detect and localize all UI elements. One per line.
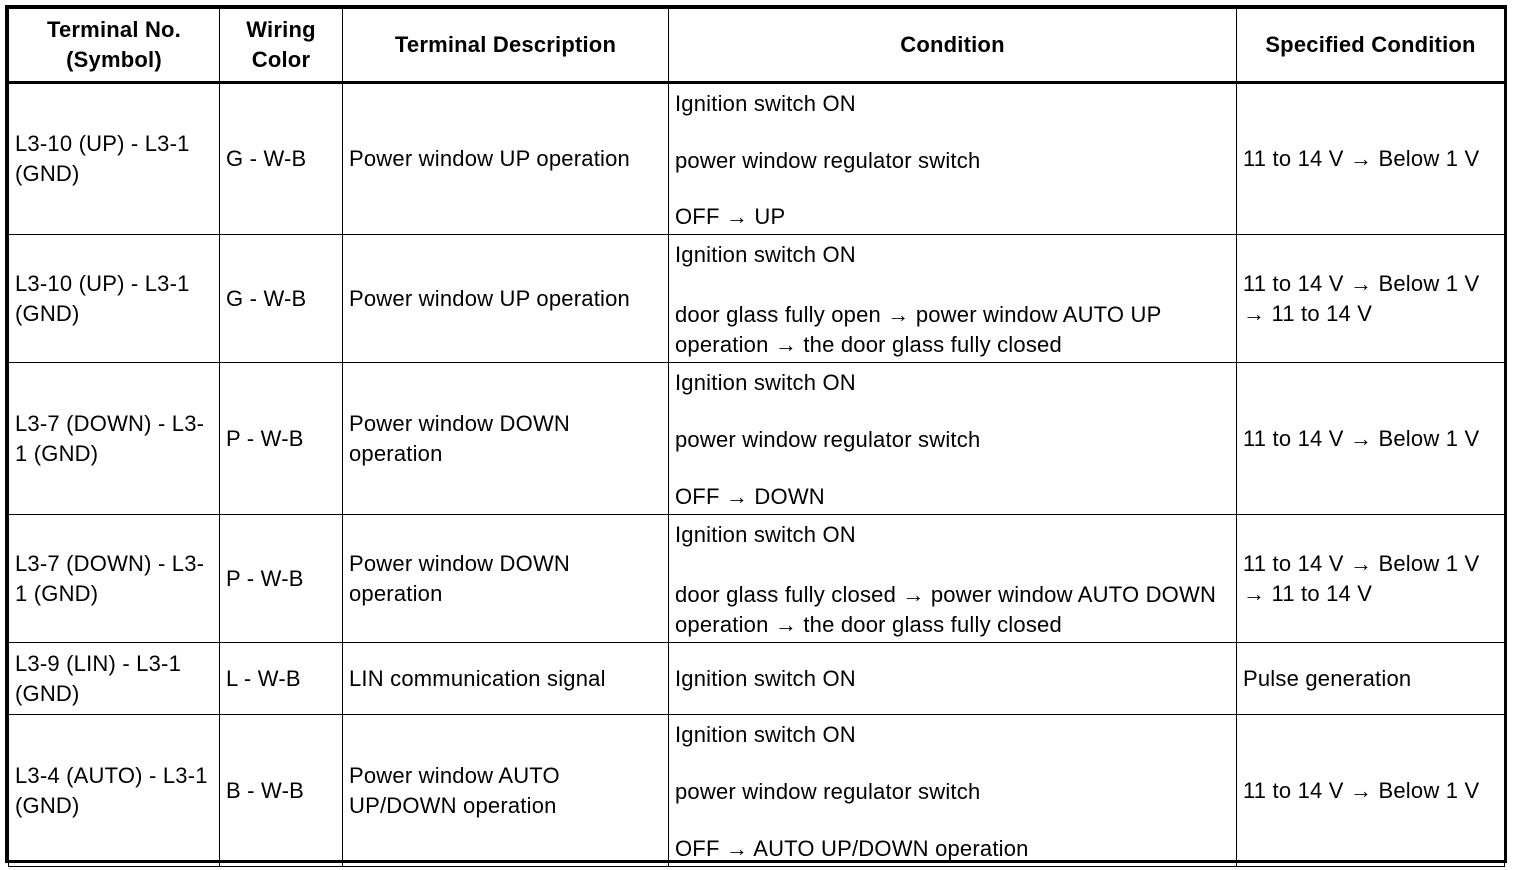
specified-condition-cell: 11 to 14 V → Below 1 V — [1237, 363, 1505, 515]
terminal-cell: L3-7 (DOWN) - L3-1 (GND) — [9, 363, 220, 515]
terminal-inspection-table — [8, 8, 1505, 867]
wiring-color-cell: P - W-B — [220, 515, 343, 643]
condition-lines — [669, 84, 1236, 234]
condition-line: Ignition switch ON — [675, 91, 856, 116]
table-row — [9, 643, 1505, 715]
header-wiring-color: Wiring Color — [220, 9, 343, 83]
terminal-table-frame — [5, 5, 1507, 863]
description-cell: Power window UP operation — [343, 235, 669, 363]
description-cell: Power window AUTO UP/DOWN operation — [343, 715, 669, 867]
specified-condition-cell: 11 to 14 V → Below 1 V → 11 to 14 V — [1237, 235, 1505, 363]
terminal-cell: L3-10 (UP) - L3-1 (GND) — [9, 83, 220, 235]
condition-lines — [669, 235, 1236, 362]
condition-cell — [669, 235, 1237, 363]
header-specified-condition: Specified Condition — [1237, 9, 1505, 83]
condition-line: Ignition switch ON — [675, 722, 856, 747]
description-cell: Power window DOWN operation — [343, 363, 669, 515]
condition-line: Ignition switch ON — [675, 665, 856, 691]
header-terminal-description: Terminal Description — [343, 9, 669, 83]
condition-cell — [669, 363, 1237, 515]
condition-line: power window regulator switch — [675, 147, 981, 173]
description-cell: LIN communication signal — [343, 643, 669, 715]
condition-line: power window regulator switch — [675, 427, 981, 452]
terminal-cell: L3-4 (AUTO) - L3-1 (GND) — [9, 715, 220, 867]
table-row — [9, 83, 1505, 235]
table-row — [9, 235, 1505, 363]
terminal-cell: L3-10 (UP) - L3-1 (GND) — [9, 235, 220, 363]
specified-condition-cell: 11 to 14 V → Below 1 V → 11 to 14 V — [1237, 515, 1505, 643]
condition-line: power window regulator switch — [675, 779, 981, 804]
condition-line: OFF → DOWN — [675, 484, 825, 509]
description-cell: Power window UP operation — [343, 83, 669, 235]
header-row — [9, 9, 1505, 83]
condition-lines — [669, 363, 1236, 514]
wiring-color-cell: P - W-B — [220, 363, 343, 515]
condition-line: OFF → AUTO UP/DOWN operation — [675, 836, 1029, 861]
table-row — [9, 715, 1505, 867]
description-cell: Power window DOWN operation — [343, 515, 669, 643]
wiring-color-cell: L - W-B — [220, 643, 343, 715]
terminal-cell: L3-9 (LIN) - L3-1 (GND) — [9, 643, 220, 715]
header-terminal-no: Terminal No. (Symbol) — [9, 9, 220, 83]
condition-line: Ignition switch ON — [675, 370, 856, 395]
condition-cell — [669, 83, 1237, 235]
condition-line: Ignition switch ON — [675, 242, 856, 267]
condition-cell — [669, 643, 1237, 715]
wiring-color-cell: G - W-B — [220, 83, 343, 235]
wiring-color-cell: G - W-B — [220, 235, 343, 363]
table-row — [9, 515, 1505, 643]
condition-cell — [669, 515, 1237, 643]
condition-cell — [669, 715, 1237, 867]
condition-lines — [669, 643, 1236, 714]
wiring-color-cell: B - W-B — [220, 715, 343, 867]
table-row — [9, 363, 1505, 515]
condition-line: OFF → UP — [675, 204, 786, 229]
specified-condition-cell: Pulse generation — [1237, 643, 1505, 715]
condition-lines — [669, 515, 1236, 642]
condition-line: door glass fully open → power window AUTO UP operation → the door glass fully closed — [675, 302, 1162, 357]
specified-condition-cell: 11 to 14 V → Below 1 V — [1237, 83, 1505, 235]
condition-line: Ignition switch ON — [675, 522, 856, 547]
condition-lines — [669, 715, 1236, 866]
specified-condition-cell: 11 to 14 V → Below 1 V — [1237, 715, 1505, 867]
condition-line: door glass fully closed → power window AUTO DOWN operation → the door glass fully closed — [675, 582, 1217, 637]
terminal-cell: L3-7 (DOWN) - L3-1 (GND) — [9, 515, 220, 643]
header-condition: Condition — [669, 9, 1237, 83]
